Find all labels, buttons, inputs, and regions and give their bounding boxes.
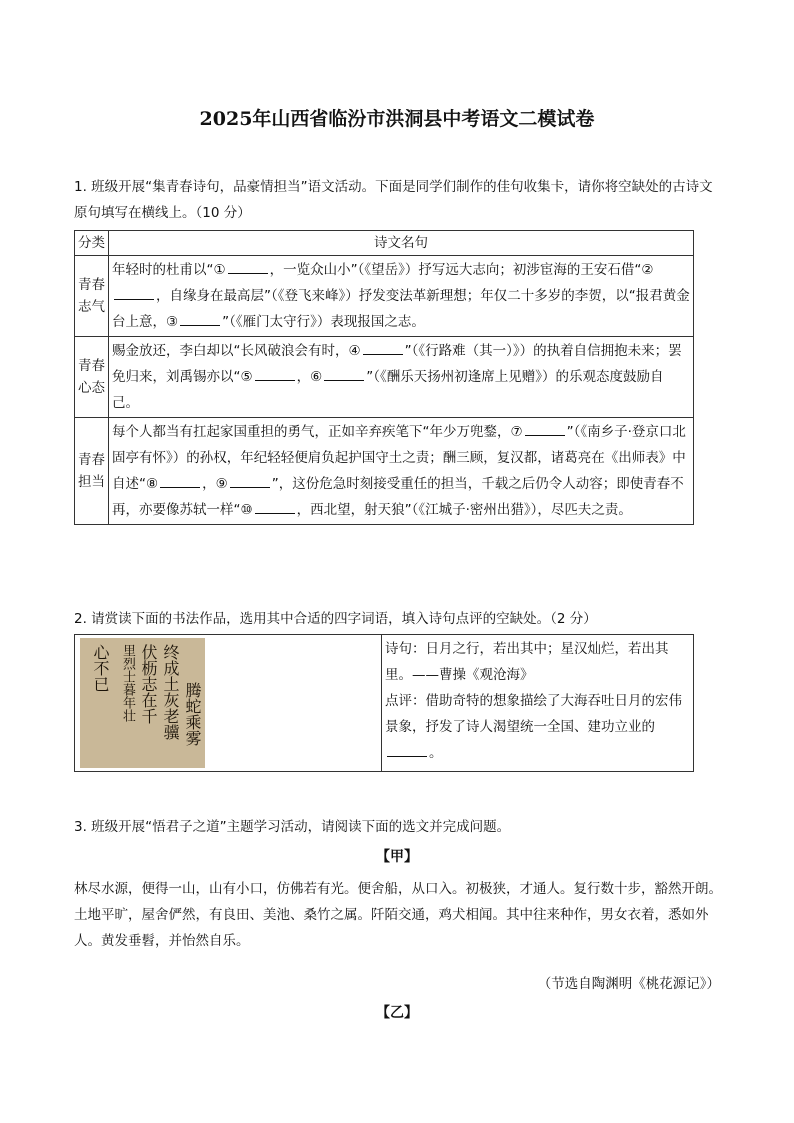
row-content <box>109 337 694 418</box>
row-category: 青春担当 <box>75 418 109 525</box>
answer-blank-9[interactable] <box>230 473 270 488</box>
header-category: 分类 <box>75 231 109 256</box>
row-content <box>109 256 694 337</box>
header-content: 诗文名句 <box>109 231 694 256</box>
comment-end: 。 <box>429 745 443 761</box>
table-row <box>75 337 694 418</box>
row-category: 青春志气 <box>75 256 109 337</box>
text-segment: ”（《酬乐天扬州初逢席上见赠》）的乐观态度鼓励自己。 <box>112 369 664 411</box>
calligraphy-column: 伏枥志在千 <box>139 644 158 724</box>
text-segment: ”（《雁门太守行》）表现报国之志。 <box>222 314 425 330</box>
section-yi-heading: 【乙】 <box>376 1005 418 1021</box>
answer-blank-4[interactable] <box>363 340 403 355</box>
table-row <box>75 635 694 772</box>
table-row <box>75 418 694 525</box>
calligraphy-column: 里烈士暮年壮 <box>120 644 135 722</box>
table-row <box>75 256 694 337</box>
section-jia-heading: 【甲】 <box>376 849 418 865</box>
row-category: 青春心态 <box>75 337 109 418</box>
text-segment: ，西北望，射天狼”（《江城子·密州出猎》），尽匹夫之责。 <box>296 502 632 518</box>
text-segment: 赐金放还，李白却以“长风破浪会有时，④ <box>112 343 361 359</box>
text-segment: ，⑥ <box>296 369 323 385</box>
q2-table <box>74 634 694 772</box>
q3-prompt: 3. 班级开展“悟君子之道”主题学习活动，请阅读下面的选文并完成问题。 <box>74 819 511 835</box>
comment-line <box>385 688 690 766</box>
text-segment: 每个人都当有扛起家国重担的勇气，正如辛弃疾笔下“年少万兜鍪，⑦ <box>112 424 523 440</box>
text-segment: 年轻时的杜甫以“① <box>112 262 226 278</box>
answer-blank-8[interactable] <box>160 473 200 488</box>
answer-blank-2[interactable] <box>114 285 154 300</box>
q2-prompt: 2. 请赏读下面的书法作品，选用其中合适的四字词语，填入诗句点评的空缺处。（2 分） <box>74 611 597 627</box>
text-segment: ，自缘身在最高层”（《登飞来峰》）抒发变法革新理想；年仅二十多岁的李贺，以“报君黄金台上意，③ <box>112 288 690 330</box>
text-segment: ”（《南乡子·登京口北固亭有怀》）的孙权，年纪轻轻便肩负起护国守土之责；酬三顾，复汉都，诸葛亮在《出师表》中自述“⑧ <box>112 424 686 492</box>
passage-text: 林尽水源，便得一山，山有小口，仿佛若有光。便舍船，从口入。初极狭，才通人。复行数十步，豁然开朗。土地平旷，屋舍俨然，有良田、美池、桑竹之属。阡陌交通，鸡犬相闻。其中往来种作，男女衣着，悉如外人。黄发垂髫，并怡然自乐。 <box>74 881 722 949</box>
comment-cell <box>382 635 694 772</box>
answer-blank-5[interactable] <box>255 366 295 381</box>
answer-blank-q2[interactable] <box>387 742 427 757</box>
text-segment: ，一览众山小”（《望岳》）抒写远大志向；初涉宦海的王安石借“② <box>269 262 654 278</box>
q1-table <box>74 230 694 525</box>
calligraphy-column: 心不已 <box>91 644 110 692</box>
answer-blank-6[interactable] <box>324 366 364 381</box>
poem-line: 诗句：日月之行，若出其中；星汉灿烂，若出其里。——曹操《观沧海》 <box>385 641 669 683</box>
comment-text: 点评：借助奇特的想象描绘了大海吞吐日月的宏伟景象，抒发了诗人渴望统一全国、建功立业的 <box>385 693 682 735</box>
text-segment: ，⑨ <box>202 476 228 492</box>
calligraphy-column: 腾蛇乘雾 <box>183 682 202 746</box>
answer-blank-3[interactable] <box>180 311 220 326</box>
q1-prompt: 1. 班级开展“集青春诗句，品豪情担当”语文活动。下面是同学们制作的佳句收集卡，请你将空缺处的古诗文原句填写在横线上。（10 分） <box>74 179 713 221</box>
calligraphy-cell <box>75 635 382 772</box>
text-segment: ”（《行路难（其一）》）的执着自信拥抱未来；罢免归来，刘禹锡亦以“⑤ <box>112 343 682 385</box>
page-title: 2025年山西省临汾市洪洞县中考语文二模试卷 <box>199 108 595 130</box>
answer-blank-1[interactable] <box>228 259 268 274</box>
answer-blank-7[interactable] <box>525 421 565 436</box>
calligraphy-image <box>80 638 205 768</box>
passage-source: （节选自陶渊明《桃花源记》） <box>537 976 720 992</box>
row-content <box>109 418 694 525</box>
table-header-row <box>75 231 694 256</box>
calligraphy-column: 终成土灰老骥 <box>161 644 180 740</box>
text-segment: ”，这份危急时刻接受重任的担当，千载之后仍令人动容；即使青春不再，亦要像苏轼一样“⑩ <box>112 476 684 518</box>
answer-blank-10[interactable] <box>255 499 295 514</box>
